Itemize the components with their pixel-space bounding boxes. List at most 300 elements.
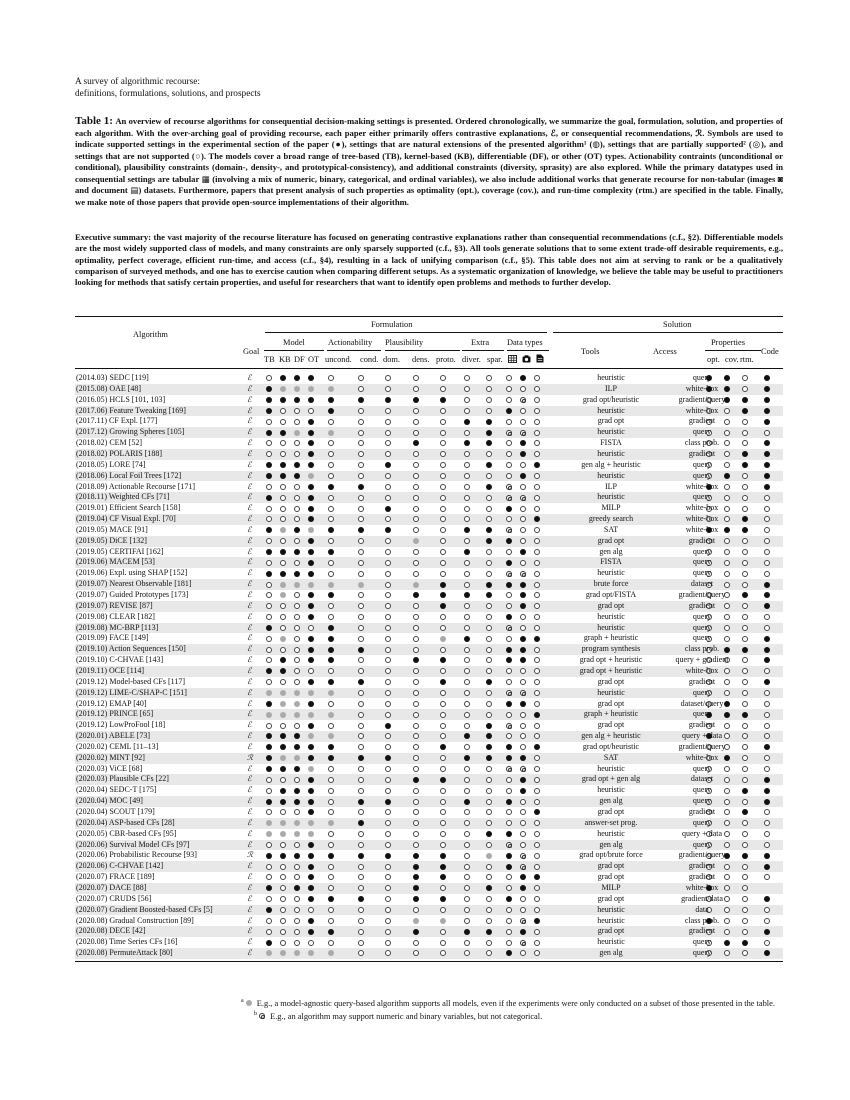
table-row: [75, 840, 783, 851]
unsupported-dot: [280, 777, 286, 783]
table-row: [75, 471, 783, 482]
supported-dot: [385, 462, 391, 468]
solution-access: class prob.: [684, 644, 720, 654]
solution-tools: FISTA: [600, 557, 622, 567]
unsupported-dot: [358, 929, 364, 935]
table-row: [75, 416, 783, 427]
header-tools: Tools: [581, 347, 600, 356]
unsupported-dot: [464, 571, 470, 577]
supported-dot: [280, 462, 286, 468]
unsupported-dot: [328, 571, 334, 577]
solution-access: query + data: [681, 731, 723, 741]
unsupported-dot: [385, 820, 391, 826]
unsupported-dot: [413, 799, 419, 805]
supported-dot: [764, 950, 770, 956]
goal-symbol: ℰ: [247, 394, 252, 404]
unsupported-dot: [520, 896, 526, 902]
solution-tools: heuristic: [597, 785, 625, 795]
unsupported-dot: [328, 495, 334, 501]
unsupported-dot: [486, 712, 492, 718]
goal-symbol: ℰ: [247, 644, 252, 654]
partial-dot: [520, 571, 526, 577]
unsupported-dot: [280, 495, 286, 501]
goal-symbol: ℰ: [247, 514, 252, 524]
unsupported-dot: [358, 831, 364, 837]
supported-dot: [308, 679, 314, 685]
supported-dot: [266, 755, 272, 761]
solution-access: gradient/query: [678, 590, 726, 599]
supported-dot: [764, 473, 770, 479]
supported-dot: [440, 603, 446, 609]
unsupported-dot: [413, 690, 419, 696]
unsupported-dot: [385, 495, 391, 501]
supported-dot: [764, 929, 770, 935]
supported-dot: [534, 809, 540, 815]
algorithm-name: (2020.06) C-CHVAE [142]: [76, 861, 164, 871]
unsupported-dot: [534, 473, 540, 479]
unsupported-dot: [486, 940, 492, 946]
algorithm-name: (2020.04) MOC [49]: [76, 796, 143, 806]
supported-dot: [328, 549, 334, 555]
unsupported-dot: [413, 788, 419, 794]
unsupported-dot: [440, 451, 446, 457]
supported-dot: [440, 864, 446, 870]
unsupported-dot: [486, 950, 492, 956]
unsupported-dot: [358, 538, 364, 544]
table-row: [75, 861, 783, 872]
unsupported-dot: [534, 647, 540, 653]
unsupported-dot: [440, 560, 446, 566]
unsupported-dot: [294, 864, 300, 870]
unsupported-dot: [520, 484, 526, 490]
unsupported-dot: [358, 690, 364, 696]
unsupported-dot: [534, 440, 540, 446]
unsupported-dot: [764, 820, 770, 826]
table-row: [75, 579, 783, 590]
table-row: [75, 590, 783, 601]
unsupported-dot: [294, 777, 300, 783]
extension-dot: [440, 636, 446, 642]
supported-dot: [308, 842, 314, 848]
unsupported-dot: [534, 560, 540, 566]
extension-dot: [358, 582, 364, 588]
solution-access: gradient/query: [678, 394, 726, 404]
supported-dot: [440, 582, 446, 588]
unsupported-dot: [534, 799, 540, 805]
unsupported-dot: [266, 506, 272, 512]
goal-symbol: ℰ: [247, 383, 252, 393]
unsupported-dot: [486, 799, 492, 805]
unsupported-dot: [280, 809, 286, 815]
solution-access: query: [692, 796, 712, 806]
supported-dot: [764, 777, 770, 783]
unsupported-dot: [464, 712, 470, 718]
unsupported-dot: [328, 864, 334, 870]
unsupported-dot: [764, 430, 770, 436]
supported-dot: [413, 929, 419, 935]
extension-dot: [280, 820, 286, 826]
table-row: [75, 807, 783, 818]
partial-dot: [506, 527, 512, 533]
unsupported-dot: [534, 451, 540, 457]
goal-symbol: ℰ: [247, 600, 252, 610]
supported-dot: [294, 744, 300, 750]
table-row: [75, 926, 783, 937]
unsupported-dot: [413, 506, 419, 512]
partial-dot: [506, 495, 512, 501]
extension-dot: [328, 690, 334, 696]
extension-dot: [308, 473, 314, 479]
unsupported-dot: [464, 679, 470, 685]
unsupported-dot: [385, 701, 391, 707]
unsupported-dot: [358, 549, 364, 555]
supported-dot: [308, 874, 314, 880]
unsupported-dot: [413, 755, 419, 761]
supported-dot: [328, 625, 334, 631]
table-row: [75, 948, 783, 959]
algorithm-name: (2020.07) CRUDS [56]: [76, 893, 152, 903]
algorithm-name: (2020.08) Gradual Construction [89]: [76, 915, 194, 925]
supported-dot: [506, 538, 512, 544]
unsupported-dot: [534, 733, 540, 739]
unsupported-dot: [464, 820, 470, 826]
unsupported-dot: [440, 430, 446, 436]
unsupported-dot: [294, 636, 300, 642]
supported-dot: [506, 744, 512, 750]
extension-dot: [294, 950, 300, 956]
algorithm-name: (2020.04) SCOUT [179]: [76, 807, 155, 816]
unsupported-dot: [534, 614, 540, 620]
supported-dot: [308, 799, 314, 805]
unsupported-dot: [385, 929, 391, 935]
unsupported-dot: [486, 907, 492, 913]
supported-dot: [328, 896, 334, 902]
unsupported-dot: [385, 430, 391, 436]
solution-access: gradient/data: [681, 893, 723, 903]
footnote-b-mark: b: [254, 1011, 257, 1017]
unsupported-dot: [413, 527, 419, 533]
unsupported-dot: [486, 690, 492, 696]
unsupported-dot: [764, 495, 770, 501]
unsupported-dot: [328, 788, 334, 794]
unsupported-dot: [520, 799, 526, 805]
unsupported-dot: [413, 549, 419, 555]
solution-tools: heuristic: [597, 687, 625, 697]
supported-dot: [764, 440, 770, 446]
unsupported-dot: [328, 560, 334, 566]
supported-dot: [486, 538, 492, 544]
supported-dot: [328, 647, 334, 653]
unsupported-dot: [280, 516, 286, 522]
algorithm-name: (2020.03) Plausible CFs [22]: [76, 774, 169, 784]
unsupported-dot: [440, 950, 446, 956]
unsupported-dot: [280, 625, 286, 631]
supported-dot: [486, 484, 492, 490]
algorithm-name: (2015.08) OAE [48]: [76, 383, 142, 393]
supported-dot: [413, 397, 419, 403]
algorithm-name: (2014.03) SEDC [119]: [76, 373, 149, 382]
unsupported-dot: [534, 831, 540, 837]
supported-dot: [385, 723, 391, 729]
extension-dot: [308, 820, 314, 826]
extension-dot: [308, 527, 314, 533]
unsupported-dot: [413, 809, 419, 815]
unsupported-dot: [358, 842, 364, 848]
unsupported-dot: [464, 538, 470, 544]
unsupported-dot: [506, 375, 512, 381]
unsupported-dot: [266, 451, 272, 457]
supported-dot: [308, 918, 314, 924]
supported-dot: [520, 755, 526, 761]
supported-dot: [506, 582, 512, 588]
supported-dot: [308, 647, 314, 653]
unsupported-dot: [534, 375, 540, 381]
unsupported-dot: [464, 907, 470, 913]
supported-dot: [506, 755, 512, 761]
supported-dot: [506, 896, 512, 902]
extension-dot: [294, 831, 300, 837]
supported-dot: [294, 549, 300, 555]
supported-dot: [413, 874, 419, 880]
supported-dot: [266, 733, 272, 739]
goal-symbol: ℰ: [247, 915, 252, 925]
extension-dot: [308, 690, 314, 696]
unsupported-dot: [440, 820, 446, 826]
solution-access: query: [692, 568, 712, 578]
supported-dot: [764, 647, 770, 653]
algorithm-name: (2019.08) MC-BRP [113]: [76, 622, 159, 632]
solution-tools: brute force: [593, 579, 629, 589]
table-row: [75, 503, 783, 514]
unsupported-dot: [486, 636, 492, 642]
unsupported-dot: [358, 744, 364, 750]
table-row: [75, 894, 783, 905]
unsupported-dot: [266, 538, 272, 544]
extension-dot: [280, 592, 286, 598]
solution-tools: heuristic: [597, 828, 625, 838]
unsupported-dot: [385, 408, 391, 414]
supported-dot: [308, 896, 314, 902]
unsupported-dot: [464, 701, 470, 707]
unsupported-dot: [280, 560, 286, 566]
unsupported-dot: [440, 538, 446, 544]
solution-access: white-box: [685, 882, 719, 892]
unsupported-dot: [764, 766, 770, 772]
unsupported-dot: [764, 560, 770, 566]
table-row: [75, 655, 783, 666]
unsupported-dot: [520, 842, 526, 848]
extension-dot: [280, 690, 286, 696]
supported-dot: [266, 625, 272, 631]
algorithm-name: (2018.06) Local Foil Trees [172]: [76, 470, 182, 480]
unsupported-dot: [266, 614, 272, 620]
solution-tools: grad opt: [597, 893, 625, 903]
goal-symbol: ℰ: [247, 861, 252, 871]
unsupported-dot: [440, 733, 446, 739]
unsupported-dot: [506, 440, 512, 446]
unsupported-dot: [413, 516, 419, 522]
unsupported-dot: [534, 777, 540, 783]
supported-dot: [486, 733, 492, 739]
table-row: [75, 373, 783, 384]
unsupported-dot: [440, 885, 446, 891]
unsupported-dot: [358, 419, 364, 425]
supported-dot: [280, 397, 286, 403]
unsupported-dot: [385, 831, 391, 837]
solution-tools: gen alg: [599, 839, 623, 849]
unsupported-dot: [266, 896, 272, 902]
unsupported-dot: [266, 582, 272, 588]
solution-tools: gen alg + heuristic: [581, 459, 641, 469]
unsupported-dot: [358, 506, 364, 512]
unsupported-dot: [280, 679, 286, 685]
algorithm-name: (2019.09) FACE [149]: [76, 633, 149, 643]
unsupported-dot: [534, 820, 540, 826]
supported-dot: [764, 799, 770, 805]
supported-dot: [294, 799, 300, 805]
plausibility-rule: [385, 350, 460, 351]
supported-dot: [294, 473, 300, 479]
unsupported-dot: [385, 386, 391, 392]
supported-dot: [358, 679, 364, 685]
unsupported-dot: [464, 896, 470, 902]
supported-dot: [294, 853, 300, 859]
supported-dot: [280, 375, 286, 381]
solution-access: query: [692, 557, 712, 567]
supported-dot: [358, 484, 364, 490]
supported-dot: [328, 397, 334, 403]
unsupported-dot: [280, 918, 286, 924]
extension-dot: [328, 820, 334, 826]
algorithm-name: (2020.07) FRACE [189]: [76, 872, 155, 882]
goal-symbol: ℰ: [247, 481, 252, 491]
subheader-OT: OT: [308, 355, 320, 364]
unsupported-dot: [294, 560, 300, 566]
subheader-cov: cov.: [725, 355, 739, 364]
partial-dot: [506, 571, 512, 577]
goal-symbol: ℰ: [247, 373, 252, 382]
partial-dot: [506, 690, 512, 696]
unsupported-dot: [328, 375, 334, 381]
table-row: [75, 406, 783, 417]
unsupported-dot: [413, 408, 419, 414]
supported-dot: [308, 430, 314, 436]
unsupported-dot: [413, 744, 419, 750]
supported-dot: [520, 375, 526, 381]
solution-access: white-box: [685, 405, 719, 415]
unsupported-dot: [413, 375, 419, 381]
supported-dot: [520, 647, 526, 653]
unsupported-dot: [506, 820, 512, 826]
supported-dot: [464, 929, 470, 935]
unsupported-dot: [280, 896, 286, 902]
unsupported-dot: [764, 701, 770, 707]
subheader-diver: diver.: [462, 355, 481, 364]
unsupported-dot: [440, 809, 446, 815]
extension-dot: [328, 733, 334, 739]
unsupported-dot: [328, 723, 334, 729]
unsupported-dot: [534, 657, 540, 663]
goal-symbol: ℰ: [247, 796, 252, 806]
supported-dot: [506, 853, 512, 859]
table-row: [75, 742, 783, 753]
unsupported-dot: [266, 603, 272, 609]
unsupported-dot: [328, 516, 334, 522]
unsupported-dot: [413, 614, 419, 620]
extension-dot: [280, 386, 286, 392]
table-row: [75, 395, 783, 406]
unsupported-dot: [385, 679, 391, 685]
algorithm-name: (2018.02) POLARIS [188]: [76, 448, 162, 458]
unsupported-dot: [266, 657, 272, 663]
extension-dot: [308, 712, 314, 718]
unsupported-dot: [294, 592, 300, 598]
solution-access: white-box: [685, 514, 719, 524]
solution-tools: grad opt: [597, 926, 625, 936]
supported-dot: [358, 647, 364, 653]
unsupported-dot: [294, 647, 300, 653]
partial-dot: [520, 397, 526, 403]
properties-rule: [705, 350, 761, 351]
unsupported-dot: [486, 614, 492, 620]
unsupported-dot: [486, 657, 492, 663]
unsupported-dot: [464, 484, 470, 490]
unsupported-dot: [440, 462, 446, 468]
footnote-b-text: E.g., an algorithm may support numeric and binary variables, but not categorical.: [270, 1011, 543, 1021]
unsupported-dot: [440, 668, 446, 674]
unsupported-dot: [328, 907, 334, 913]
partial-dot: [506, 723, 512, 729]
table-row: [75, 883, 783, 894]
supported-dot: [328, 679, 334, 685]
supported-dot: [764, 386, 770, 392]
extension-dot: [294, 701, 300, 707]
unsupported-dot: [464, 950, 470, 956]
unsupported-dot: [486, 809, 492, 815]
supported-dot: [308, 451, 314, 457]
supported-dot: [308, 885, 314, 891]
unsupported-dot: [464, 614, 470, 620]
header-plausibility: Plausibility: [385, 338, 424, 347]
solution-access: gradient: [688, 720, 716, 730]
supported-dot: [280, 766, 286, 772]
extension-dot: [294, 386, 300, 392]
table-row: [75, 796, 783, 807]
unsupported-dot: [464, 625, 470, 631]
solution-access: gradient: [688, 600, 716, 610]
goal-symbol: ℰ: [247, 893, 252, 903]
solution-access: query: [692, 611, 712, 621]
unsupported-dot: [358, 592, 364, 598]
unsupported-dot: [358, 386, 364, 392]
solution-tools: graph + heuristic: [583, 633, 639, 643]
unsupported-dot: [413, 668, 419, 674]
solution-tools: gen alg: [599, 948, 623, 958]
solution-access: gradient: [688, 448, 716, 458]
extension-dot: [328, 712, 334, 718]
unsupported-dot: [385, 419, 391, 425]
unsupported-dot: [464, 809, 470, 815]
unsupported-dot: [328, 842, 334, 848]
solution-access: query + data: [681, 828, 723, 838]
algorithm-name: (2020.06) Probabilistic Recourse [93]: [76, 850, 197, 860]
unsupported-dot: [486, 864, 492, 870]
supported-dot: [280, 744, 286, 750]
algorithm-name: (2019.06) MACEM [53]: [76, 557, 155, 567]
unsupported-dot: [385, 864, 391, 870]
unsupported-dot: [328, 506, 334, 512]
unsupported-dot: [294, 842, 300, 848]
